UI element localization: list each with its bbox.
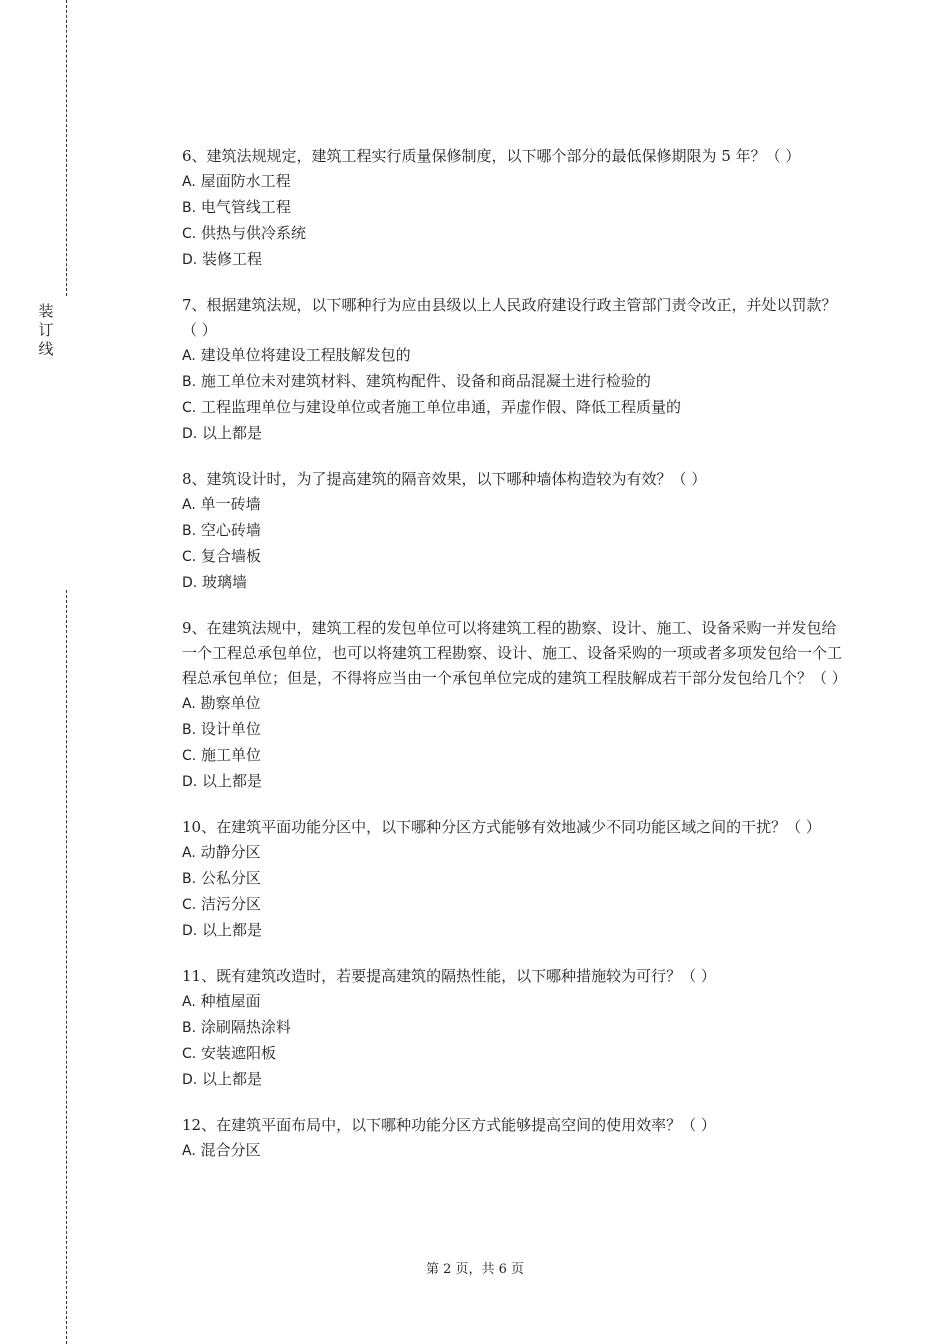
question-stem: 8、建筑设计时，为了提高建筑的隔音效果，以下哪种墙体构造较为有效？（ ）	[182, 470, 707, 488]
binding-char: 订	[38, 321, 54, 339]
option-b: B. 空心砖墙	[182, 521, 261, 539]
option-a: A. 动静分区	[182, 843, 261, 861]
question-11	[182, 964, 842, 1093]
option-c: C. 供热与供冷系统	[182, 224, 307, 242]
option-a: A. 种植屋面	[182, 992, 261, 1010]
binding-char: 装	[38, 302, 54, 320]
question-stem: 12、在建筑平面布局中，以下哪种功能分区方式能够提高空间的使用效率？（ ）	[182, 1116, 716, 1134]
option-b: B. 设计单位	[182, 720, 261, 738]
option-c: C. 安装遮阳板	[182, 1044, 277, 1062]
option-c: C. 工程监理单位与建设单位或者施工单位串通，弄虚作假、降低工程质量的	[182, 398, 682, 416]
option-b: B. 电气管线工程	[182, 198, 291, 216]
option-d: D. 装修工程	[182, 250, 263, 268]
question-stem: 9、在建筑法规中，建筑工程的发包单位可以将建筑工程的勘察、设计、施工、设备采购一并发包给一个工程总承包单位，也可以将建筑工程勘察、设计、施工、设备采购的一项或者多项发包给一个工程总承包单位；但是，不得将应当由一个承包单位完成的建筑工程肢解成若干部分发包给几个？（ ）	[182, 619, 847, 687]
question-list	[182, 144, 847, 1184]
option-d: D. 以上都是	[182, 1070, 263, 1088]
question-stem: 10、在建筑平面功能分区中，以下哪种分区方式能够有效地减少不同功能区域之间的干扰？（ ）	[182, 818, 821, 836]
option-c: C. 施工单位	[182, 746, 262, 764]
option-d: D. 以上都是	[182, 921, 263, 939]
question-9	[182, 616, 847, 795]
option-c: C. 复合墙板	[182, 547, 262, 565]
option-a: A. 屋面防水工程	[182, 172, 291, 190]
option-b: B. 公私分区	[182, 869, 261, 887]
option-a: A. 勘察单位	[182, 694, 261, 712]
question-6	[182, 144, 842, 273]
option-a: A. 单一砖墙	[182, 495, 261, 513]
option-d: D. 玻璃墙	[182, 573, 248, 591]
option-c: C. 洁污分区	[182, 895, 262, 913]
question-12	[182, 1113, 842, 1164]
question-10	[182, 815, 842, 944]
question-8	[182, 467, 842, 596]
option-b: B. 施工单位未对建筑材料、建筑构配件、设备和商品混凝土进行检验的	[182, 372, 651, 390]
binding-line-top	[66, 0, 67, 296]
option-d: D. 以上都是	[182, 424, 263, 442]
option-a: A. 混合分区	[182, 1141, 261, 1159]
option-a: A. 建设单位将建设工程肢解发包的	[182, 346, 411, 364]
question-stem: 7、根据建筑法规，以下哪种行为应由县级以上人民政府建设行政主管部门责令改正，并处以罚款？（ ）	[182, 296, 837, 339]
question-stem: 6、建筑法规规定，建筑工程实行质量保修制度，以下哪个部分的最低保修期限为 5 年？（ ）	[182, 147, 801, 165]
binding-char: 线	[38, 340, 54, 358]
binding-line-bottom	[66, 590, 67, 1344]
binding-label	[36, 302, 56, 359]
option-b: B. 涂刷隔热涂料	[182, 1018, 291, 1036]
question-7	[182, 293, 842, 447]
option-d: D. 以上都是	[182, 772, 263, 790]
page-footer: 第 2 页，共 6 页	[425, 1262, 525, 1277]
question-stem: 11、既有建筑改造时，若要提高建筑的隔热性能，以下哪种措施较为可行？（ ）	[182, 967, 716, 985]
